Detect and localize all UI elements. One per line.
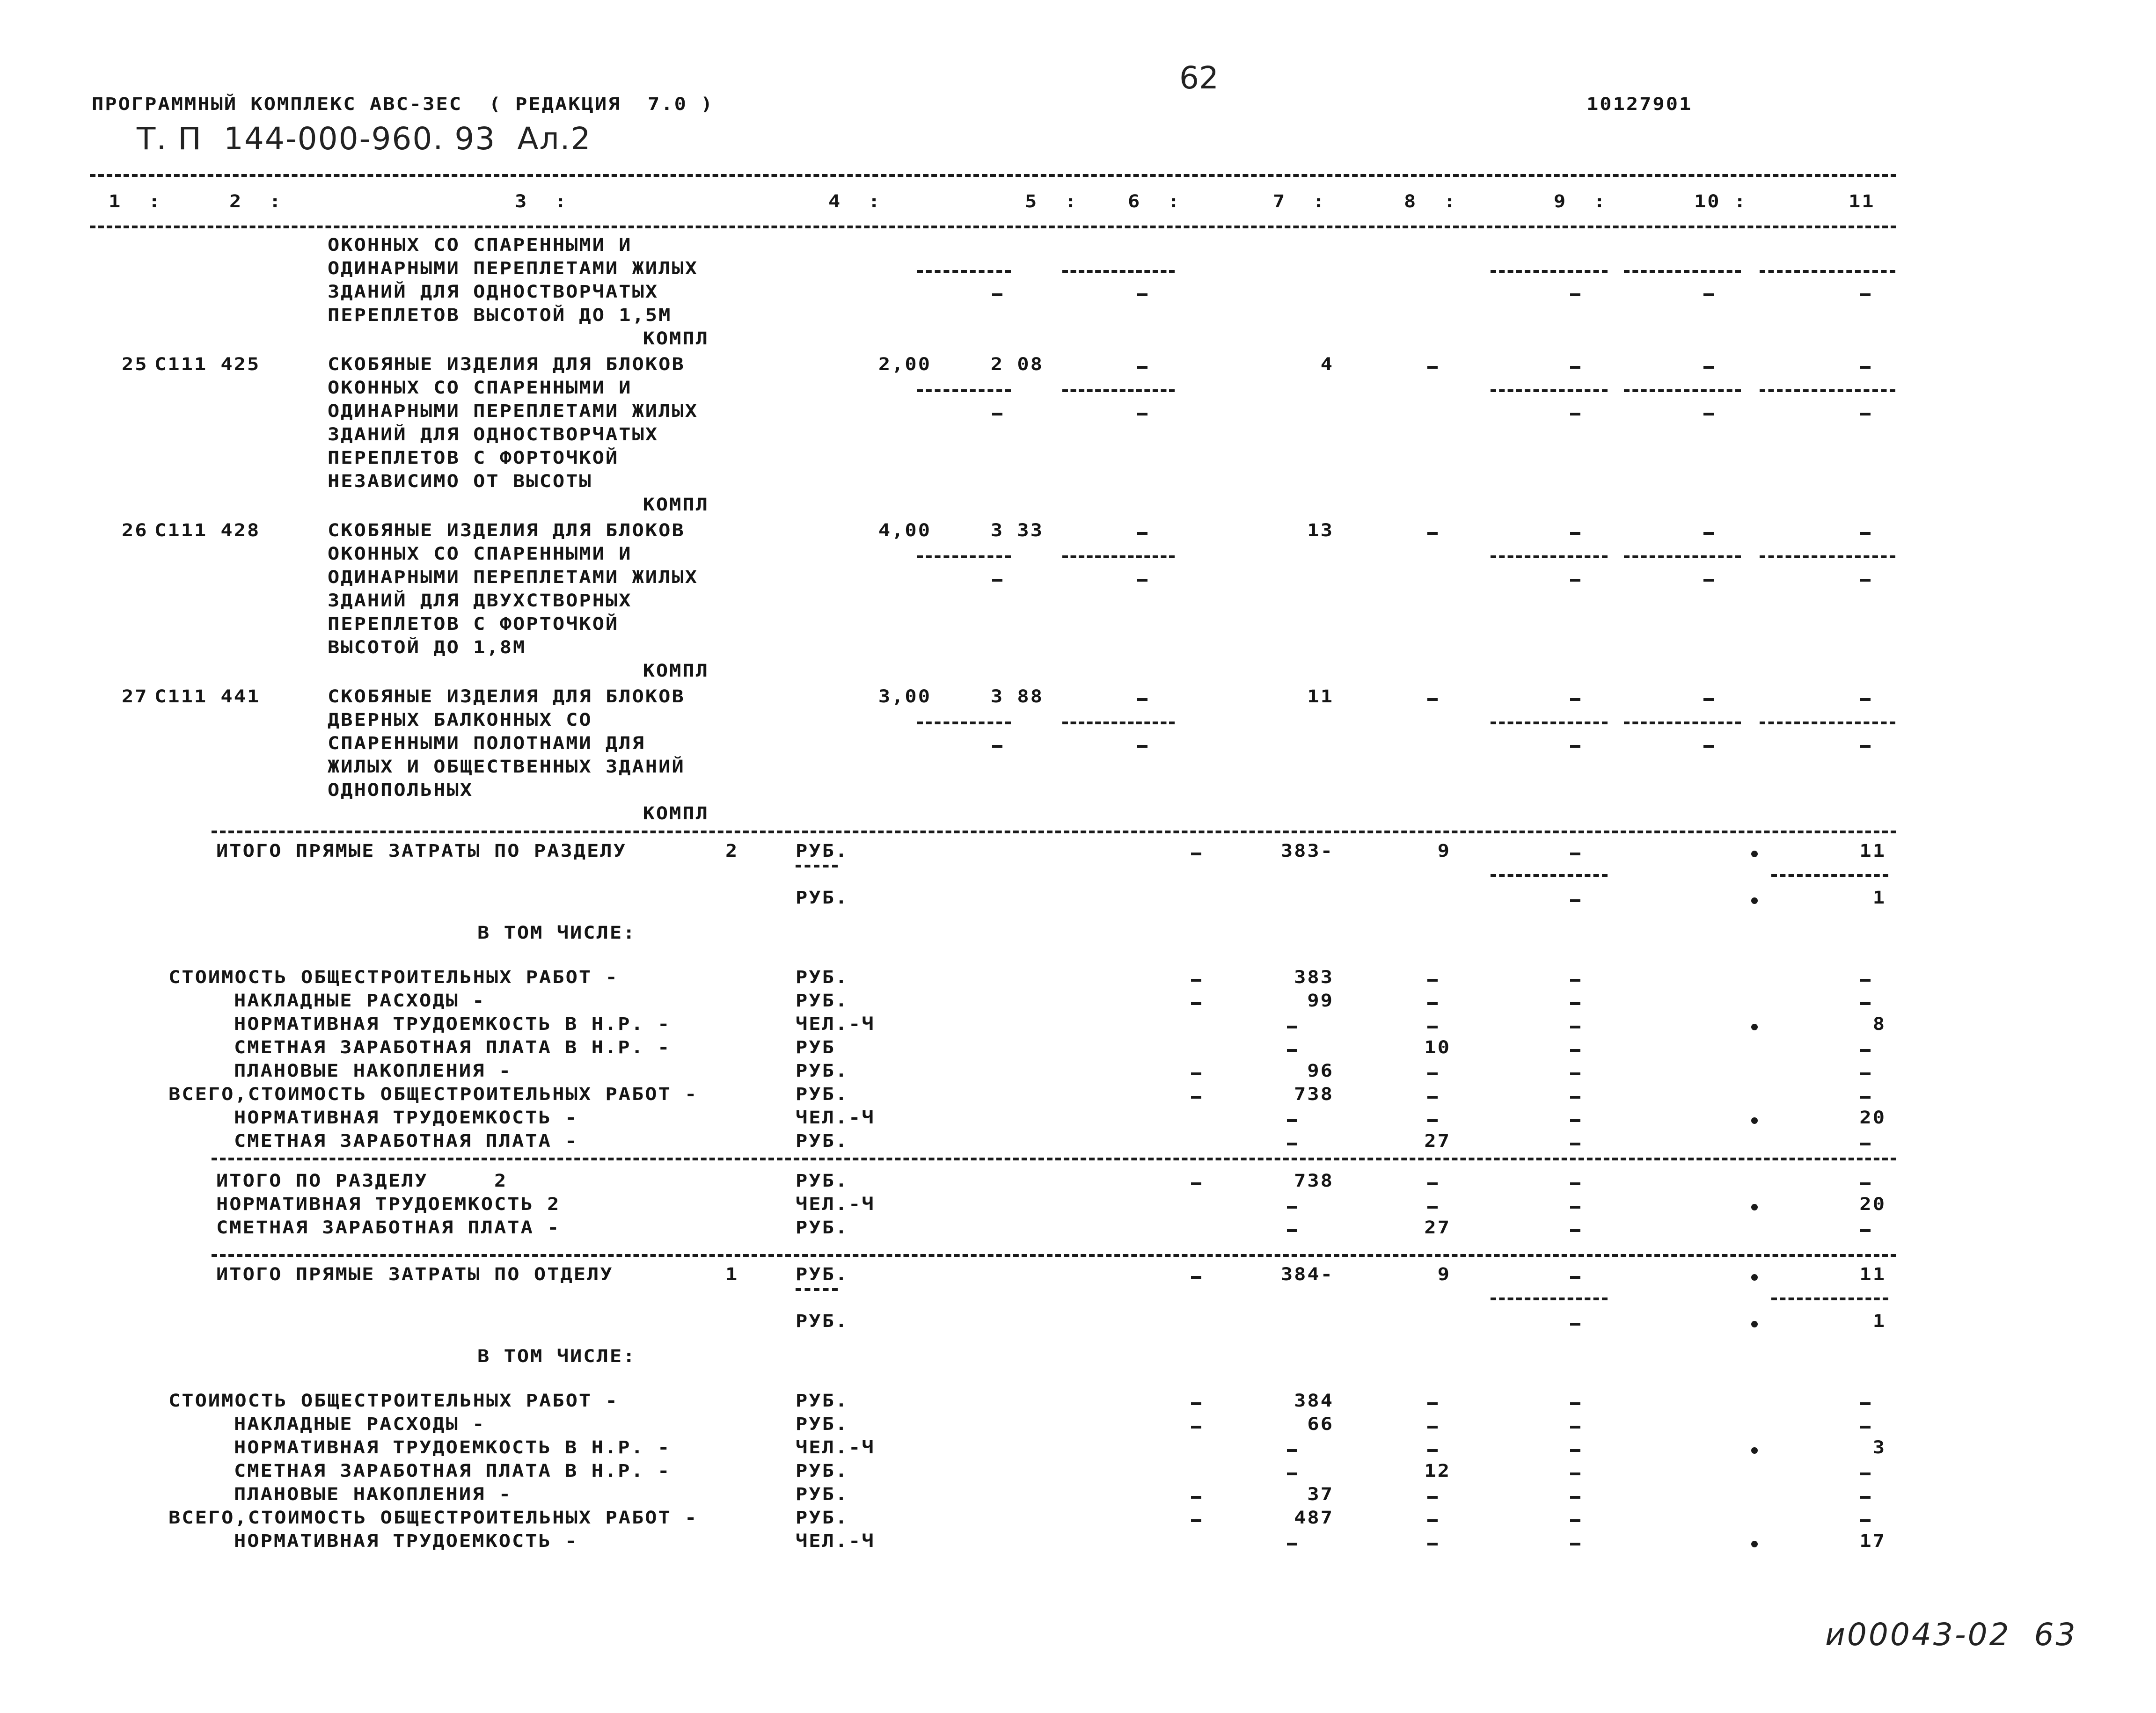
column-separator: : [1593,191,1607,211]
dash-col9 [1570,1229,1580,1232]
dash-col8 [1427,1206,1438,1209]
mark-col11 [1760,722,1895,724]
dash-row3-col10 [1703,579,1714,582]
item-description-line: ОКОННЫХ СО СПАРЕННЫМИ И [328,234,632,255]
item-description-line: СКОБЯНЫЕ ИЗДЕЛИЯ ДЛЯ БЛОКОВ [328,354,685,374]
total-col11-second: 1 [1872,1311,1886,1331]
breakdown-col11: 17 [1859,1531,1886,1551]
mark-subtotal-col9 [1491,874,1608,877]
dash-col11 [1860,1096,1871,1099]
column-header-11: 11 [1849,191,1875,211]
handwritten-reference: Т. П 144-000-960. 93 Ал.2 [137,121,592,157]
item-unit: КОМПЛ [643,803,709,824]
item-position: 25 [122,354,148,374]
separator-section-total [212,831,1896,833]
dash-col9 [1570,1143,1580,1145]
breakdown-col7: 99 [1307,990,1334,1011]
mark-subtotal-col9 [1491,1298,1608,1300]
dash-col8 [1427,1072,1438,1075]
item-unit-price: 3 33 [990,520,1044,540]
dash-col8 [1427,1002,1438,1005]
mark-col10 [1624,555,1741,558]
dash-col11 [1860,1182,1871,1185]
dash-col11 [1860,1496,1871,1499]
total-col8: 9 [1437,840,1451,861]
column-header-10: 10 [1694,191,1721,211]
dash-col11 [1860,1072,1871,1075]
column-ruler-top [90,174,1896,177]
mark-col11 [1760,389,1895,392]
dash-col11 [1860,1229,1871,1232]
breakdown-unit: ЧЕЛ.-Ч [796,1531,875,1551]
breakdown-col7: 37 [1307,1484,1334,1504]
item-description-line: ЗДАНИЙ ДЛЯ ОДНОСТВОРЧАТЫХ [328,424,659,445]
breakdown-unit: РУБ. [796,1414,849,1434]
item-description-line: ЖИЛЫХ И ОБЩЕСТВЕННЫХ ЗДАНИЙ [328,756,685,777]
breakdown-unit: ЧЕЛ.-Ч [796,1107,875,1128]
breakdown-label: НОРМАТИВНАЯ ТРУДОЕМКОСТЬ В Н.Р. - [234,1013,671,1034]
dash-col9 [1570,366,1580,369]
breakdown-col7: 487 [1294,1507,1334,1528]
total-unit: РУБ. [796,1264,849,1284]
dash-col8 [1427,1402,1438,1405]
dash-col9 [1570,1026,1580,1028]
breakdown-unit: РУБ. [796,1507,849,1528]
summary-unit: РУБ. [796,1170,849,1191]
item-unit: КОМПЛ [643,328,709,349]
item-description-line: ЗДАНИЙ ДЛЯ ОДНОСТВОРЧАТЫХ [328,281,659,302]
breakdown-label: СТОИМОСТЬ ОБЩЕСТРОИТЕЛЬНЫХ РАБОТ - [168,967,619,987]
dash-col6 [1137,698,1147,701]
item-description-line: ПЕРЕПЛЕТОВ С ФОРТОЧКОЙ [328,447,619,468]
dash-col11 [1860,1402,1871,1405]
mark-col5 [917,270,1011,273]
breakdown-label: ПЛАНОВЫЕ НАКОПЛЕНИЯ - [234,1484,512,1504]
dash-row3-col11 [1860,293,1871,296]
dash-col7 [1287,1026,1297,1028]
dash-col9b [1570,899,1580,902]
breakdown-unit: РУБ. [796,1060,849,1081]
item-cost-col7: 11 [1307,686,1334,707]
mark-col9 [1491,722,1608,724]
dash-row3-col5 [992,293,1002,296]
item-code: С111 441 [154,686,261,707]
column-header-3: 3 [515,191,528,211]
item-description-line: ОКОННЫХ СО СПАРЕННЫМИ И [328,377,632,398]
dash-col8 [1427,1119,1438,1122]
page-number: 62 [1179,60,1219,96]
in-that-label: В ТОМ ЧИСЛЕ: [477,922,636,943]
dash-col8 [1427,1182,1438,1185]
column-separator: : [1313,191,1326,211]
dash-col8 [1427,366,1438,369]
dash-col7 [1287,1543,1297,1545]
dash-col10 [1703,366,1714,369]
column-separator: : [1168,191,1181,211]
breakdown-col8: 27 [1424,1130,1451,1151]
item-description-line: ОДИНАРНЫМИ ПЕРЕПЛЕТАМИ ЖИЛЫХ [328,567,699,587]
dash-row3-col11 [1860,579,1871,582]
dash-col8 [1427,532,1438,535]
item-description-line: ОКОННЫХ СО СПАРЕННЫМИ И [328,543,632,564]
mark-col9 [1491,555,1608,558]
dash-col11 [1860,1049,1871,1052]
total-unit: РУБ. [796,840,849,861]
breakdown-unit: РУБ. [796,967,849,987]
dash-col11 [1860,1519,1871,1522]
breakdown-col11: 8 [1872,1013,1886,1034]
dash-row3-col9 [1570,413,1580,415]
item-description-line: ЗДАНИЙ ДЛЯ ДВУХСТВОРНЫХ [328,590,632,611]
dash-row3-col11 [1860,413,1871,415]
handwritten-archive-number: и00043-02 63 [1825,1617,2077,1653]
dash-row3-col10 [1703,413,1714,415]
dash-col9 [1570,1496,1580,1499]
breakdown-label: ПЛАНОВЫЕ НАКОПЛЕНИЯ - [234,1060,512,1081]
mark-col5 [917,389,1011,392]
mark-col9 [1491,270,1608,273]
dash-col8 [1427,1026,1438,1028]
dash-col11 [1860,366,1871,369]
mark-col11 [1760,555,1895,558]
dash-row3-col10 [1703,293,1714,296]
item-quantity: 3,00 [878,686,931,707]
total-col11: 11 [1859,1264,1886,1284]
dash-col7 [1287,1449,1297,1452]
dash-col9 [1570,1049,1580,1052]
breakdown-label: НАКЛАДНЫЕ РАСХОДЫ - [234,1414,486,1434]
item-cost-col7: 4 [1320,354,1334,374]
dash-col8 [1427,979,1438,982]
dash-col8 [1427,1449,1438,1452]
breakdown-col7: 738 [1294,1084,1334,1104]
mark-col6 [1062,555,1175,558]
item-description-line: ОДИНАРНЫМИ ПЕРЕПЛЕТАМИ ЖИЛЫХ [328,401,699,421]
dash-row3-col11 [1860,745,1871,748]
dash-row3-col5 [992,745,1002,748]
breakdown-col8: 10 [1424,1037,1451,1057]
dash-col11 [1860,979,1871,982]
mark-col10 [1624,270,1741,273]
item-description-line: ОДИНАРНЫМИ ПЕРЕПЛЕТАМИ ЖИЛЫХ [328,258,699,278]
dash-col10 [1703,532,1714,535]
dash-col11 [1860,1472,1871,1475]
breakdown-unit: РУБ. [796,1484,849,1504]
dash-row3-col6 [1137,579,1147,582]
column-header-9: 9 [1554,191,1567,211]
item-description-line: ДВЕРНЫХ БАЛКОННЫХ СО [328,709,592,730]
total-col8: 9 [1437,1264,1451,1284]
breakdown-label: ВСЕГО,СТОИМОСТЬ ОБЩЕСТРОИТЕЛЬНЫХ РАБОТ - [168,1084,698,1104]
breakdown-label: НОРМАТИВНАЯ ТРУДОЕМКОСТЬ - [234,1531,578,1551]
dash-row3-col9 [1570,579,1580,582]
item-position: 26 [122,520,148,540]
dash-col7 [1287,1119,1297,1122]
breakdown-label: СТОИМОСТЬ ОБЩЕСТРОИТЕЛЬНЫХ РАБОТ - [168,1390,619,1411]
column-header-7: 7 [1273,191,1286,211]
breakdown-label: СМЕТНАЯ ЗАРАБОТНАЯ ПЛАТА - [234,1130,578,1151]
column-header-1: 1 [109,191,122,211]
item-quantity: 4,00 [878,520,931,540]
dash-col8 [1427,698,1438,701]
dash-col7 [1287,1206,1297,1209]
item-description-line: ВЫСОТОЙ ДО 1,8М [328,637,526,657]
breakdown-col7: 384 [1294,1390,1334,1411]
dash-col8 [1427,1543,1438,1545]
summary-unit: РУБ. [796,1217,849,1238]
mark-col10 [1624,389,1741,392]
summary-label: ИТОГО ПО РАЗДЕЛУ 2 [216,1170,508,1191]
breakdown-col7: 96 [1307,1060,1334,1081]
dash-row3-col6 [1137,745,1147,748]
dash-row3-col9 [1570,745,1580,748]
column-header-4: 4 [828,191,842,211]
dash-col9 [1570,1543,1580,1545]
item-description-line: СКОБЯНЫЕ ИЗДЕЛИЯ ДЛЯ БЛОКОВ [328,520,685,540]
dash-col9 [1570,1182,1580,1185]
mark-col9 [1491,389,1608,392]
dash-col11 [1860,1002,1871,1005]
breakdown-unit: РУБ. [796,1130,849,1151]
total-col11-second: 1 [1872,887,1886,908]
total-title: ИТОГО ПРЯМЫЕ ЗАТРАТЫ ПО РАЗДЕЛУ [216,840,627,861]
total-section-number: 2 [725,840,739,861]
dash-col9 [1570,1002,1580,1005]
total-col7: 383- [1280,840,1334,861]
dash-col9 [1570,1276,1580,1279]
dash-col9 [1570,1402,1580,1405]
column-ruler-bottom [90,226,1896,228]
dash-col11 [1860,532,1871,535]
item-description-line: ПЕРЕПЛЕТОВ ВЫСОТОЙ ДО 1,5М [328,305,672,325]
column-separator: : [148,191,162,211]
summary-label: НОРМАТИВНАЯ ТРУДОЕМКОСТЬ 2 [216,1194,561,1214]
summary-label: СМЕТНАЯ ЗАРАБОТНАЯ ПЛАТА - [216,1217,561,1238]
dash-col8 [1427,1519,1438,1522]
total-unit-second: РУБ. [796,887,849,908]
column-separator: : [269,191,283,211]
mark-col6 [1062,389,1175,392]
dash-col8 [1427,1426,1438,1429]
dash-col8 [1427,1096,1438,1099]
item-unit-price: 2 08 [990,354,1044,374]
mark-col10 [1624,722,1741,724]
column-header-8: 8 [1404,191,1418,211]
column-header-5: 5 [1025,191,1038,211]
mark-subtotal-col11 [1771,874,1888,877]
dash-col9 [1570,532,1580,535]
breakdown-label: НАКЛАДНЫЕ РАСХОДЫ - [234,990,486,1011]
column-separator: : [1065,191,1078,211]
item-quantity: 2,00 [878,354,931,374]
breakdown-col11: 20 [1859,1107,1886,1128]
mark-subtotal-col8 [796,865,838,867]
dash-row3-col5 [992,579,1002,582]
mark-subtotal-col8 [796,1288,838,1291]
breakdown-unit: ЧЕЛ.-Ч [796,1437,875,1458]
breakdown-col11: 3 [1872,1437,1886,1458]
program-header: ПРОГРАММНЫЙ КОМПЛЕКС АВС-ЗЕС ( РЕДАКЦИЯ 7.0 ) [92,94,714,114]
mark-subtotal-col11 [1771,1298,1888,1300]
dash-row3-col6 [1137,413,1147,415]
separator-department-total [212,1254,1896,1257]
item-unit: КОМПЛ [643,494,709,515]
total-col7: 384- [1280,1264,1334,1284]
document-code: 10127901 [1586,94,1693,114]
total-unit-second: РУБ. [796,1311,849,1331]
mark-col6 [1062,270,1175,273]
dash-col9 [1570,1449,1580,1452]
breakdown-unit: РУБ. [796,1390,849,1411]
breakdown-unit: РУБ [796,1037,835,1057]
breakdown-unit: РУБ. [796,1460,849,1481]
breakdown-col8: 12 [1424,1460,1451,1481]
item-description-line: ОДНОПОЛЬНЫХ [328,780,474,800]
column-header-2: 2 [229,191,243,211]
mark-col11 [1760,270,1895,273]
item-code: С111 428 [154,520,261,540]
column-header-6: 6 [1128,191,1141,211]
dash-col8 [1427,1496,1438,1499]
breakdown-unit: РУБ. [796,1084,849,1104]
dash-row3-col10 [1703,745,1714,748]
breakdown-unit: ЧЕЛ.-Ч [796,1013,875,1034]
dash-col9 [1570,1096,1580,1099]
dash-col6 [1137,366,1147,369]
dash-col9 [1570,979,1580,982]
summary-col8: 27 [1424,1217,1451,1238]
item-unit-price: 3 88 [990,686,1044,707]
summary-col7: 738 [1294,1170,1334,1191]
item-description-line: ПЕРЕПЛЕТОВ С ФОРТОЧКОЙ [328,613,619,634]
dash-col10 [1703,698,1714,701]
item-description-line: НЕЗАВИСИМО ОТ ВЫСОТЫ [328,471,592,491]
dash-col11 [1860,1143,1871,1145]
dash-row3-col5 [992,413,1002,415]
breakdown-label: НОРМАТИВНАЯ ТРУДОЕМКОСТЬ - [234,1107,578,1128]
summary-unit: ЧЕЛ.-Ч [796,1194,875,1214]
mark-col6 [1062,722,1175,724]
dash-col9 [1570,1206,1580,1209]
item-description-line: СПАРЕННЫМИ ПОЛОТНАМИ ДЛЯ [328,733,645,753]
item-cost-col7: 13 [1307,520,1334,540]
breakdown-col7: 383 [1294,967,1334,987]
dash-col9 [1570,853,1580,855]
column-separator: : [868,191,882,211]
item-unit: КОМПЛ [643,660,709,681]
mark-col5 [917,722,1011,724]
breakdown-unit: РУБ. [796,990,849,1011]
total-title: ИТОГО ПРЯМЫЕ ЗАТРАТЫ ПО ОТДЕЛУ [216,1264,614,1284]
dash-col9 [1570,698,1580,701]
item-description-line: СКОБЯНЫЕ ИЗДЕЛИЯ ДЛЯ БЛОКОВ [328,686,685,707]
dash-col11 [1860,1426,1871,1429]
in-that-label: В ТОМ ЧИСЛЕ: [477,1346,636,1366]
dash-row3-col9 [1570,293,1580,296]
breakdown-label: СМЕТНАЯ ЗАРАБОТНАЯ ПЛАТА В Н.Р. - [234,1460,671,1481]
dash-col9 [1570,1519,1580,1522]
dash-row3-col6 [1137,293,1147,296]
dash-col9b [1570,1323,1580,1326]
item-position: 27 [122,686,148,707]
breakdown-label: СМЕТНАЯ ЗАРАБОТНАЯ ПЛАТА В Н.Р. - [234,1037,671,1057]
dash-col9 [1570,1472,1580,1475]
column-separator: : [1444,191,1457,211]
separator-section-summary [212,1158,1896,1160]
dash-col11 [1860,698,1871,701]
column-separator: : [555,191,568,211]
dash-col9 [1570,1119,1580,1122]
column-separator: : [1734,191,1747,211]
dash-col9 [1570,1072,1580,1075]
breakdown-label: ВСЕГО,СТОИМОСТЬ ОБЩЕСТРОИТЕЛЬНЫХ РАБОТ - [168,1507,698,1528]
total-col11: 11 [1859,840,1886,861]
breakdown-label: НОРМАТИВНАЯ ТРУДОЕМКОСТЬ В Н.Р. - [234,1437,671,1458]
total-section-number: 1 [725,1264,739,1284]
dash-col6 [1137,532,1147,535]
item-code: С111 425 [154,354,261,374]
summary-col11: 20 [1859,1194,1886,1214]
breakdown-col7: 66 [1307,1414,1334,1434]
mark-col5 [917,555,1011,558]
dash-col9 [1570,1426,1580,1429]
